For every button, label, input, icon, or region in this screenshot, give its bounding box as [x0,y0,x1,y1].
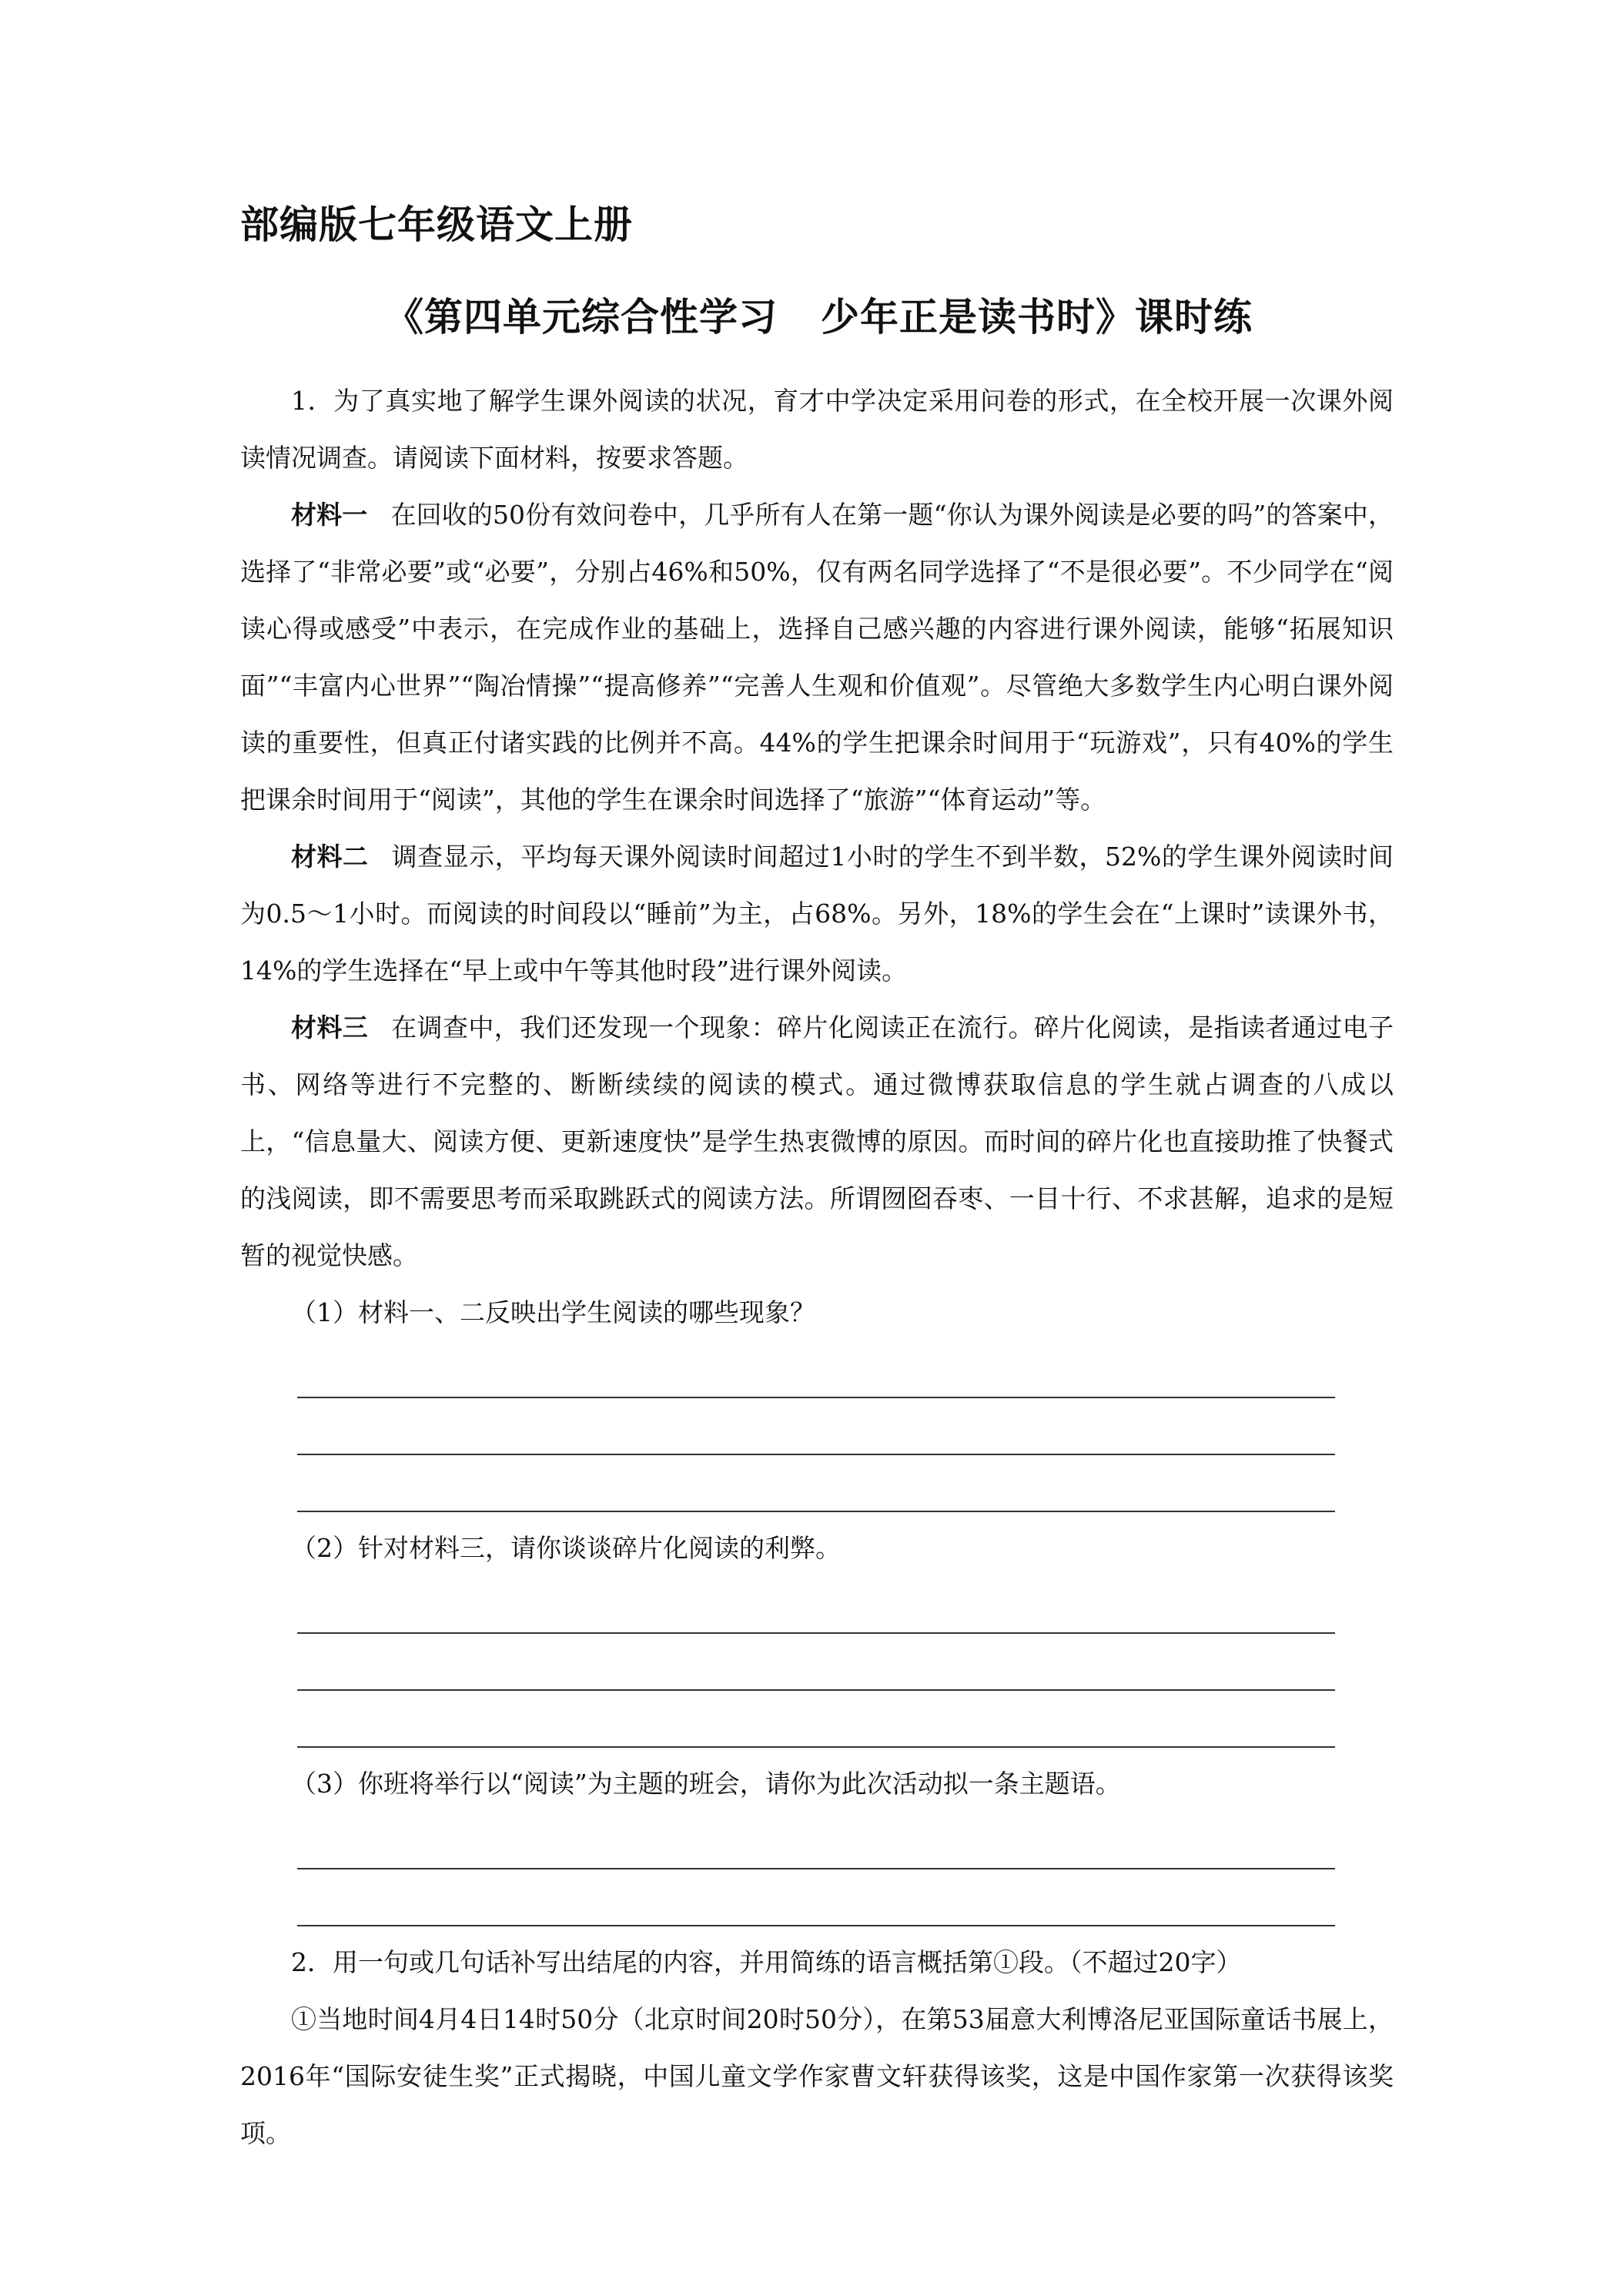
answer-line[interactable] [297,1634,1335,1691]
answer-area-1[interactable] [297,1341,1335,1512]
material-2-label: 材料二 [291,842,369,872]
worksheet-content [240,373,1394,2162]
material-2-text: 调查显示，平均每天课外阅读时间超过1小时的学生不到半数，52%的学生课外阅读时间为0.5～1小时。而阅读的时间段以“睡前”为主，占68%。另外，18%的学生会在“上课时”读课外书，14%的学生选择在“早上或中午等其他时段”进行课外阅读。 [240,842,1394,986]
answer-line[interactable] [297,1398,1335,1455]
material-1-text: 在回收的50份有效问卷中，几乎所有人在第一题“你认为课外阅读是必要的吗”的答案中，选择了“非常必要”或“必要”，分别占46%和50%，仅有两名同学选择了“不是很必要”。不少同学在“阅读心得或感受”中表示，在完成作业的基础上，选择自己感兴趣的内容进行课外阅读，能够“拓展知识面”“丰富内心世界”“陶冶情操”“提高修养”“完善人生观和价值观”。尽管绝大多数学生内心明白课外阅读的重要性，但真正付诸实践的比例并不高。44%的学生把课余时间用于“玩游戏”，只有40%的学生把课余时间用于“阅读”，其他的学生在课余时间选择了“旅游”“体育运动”等。 [240,500,1394,815]
worksheet-subtitle [385,286,1253,342]
sub-question-2-block [240,1520,1394,1748]
material-3 [240,999,1394,1284]
answer-line[interactable] [297,1812,1335,1869]
sub-question-3: （3）你班将举行以“阅读”为主题的班会，请你为此次活动拟一条主题语。 [291,1769,1121,1799]
material-2 [240,828,1394,999]
question-2-intro: 2．用一句或几句话补写出结尾的内容，并用简练的语言概括第①段。（不超过20字） [291,1947,1242,1977]
answer-line[interactable] [297,1577,1335,1634]
answer-area-2[interactable] [297,1577,1335,1748]
sub-question-3-block [240,1755,1394,1926]
material-1 [240,487,1394,828]
answer-line[interactable] [297,1691,1335,1748]
subtitle-part-2: 少年正是读书时》课时练 [821,294,1253,340]
answer-line[interactable] [297,1455,1335,1512]
sub-question-1-block [240,1284,1394,1512]
answer-line[interactable] [297,1341,1335,1398]
answer-area-3[interactable] [297,1812,1335,1926]
question-2-paragraph-1: ①当地时间4月4日14时50分（北京时间20时50分），在第53届意大利博洛尼亚国际童话书展上，2016年“国际安徒生奖”正式揭晓，中国儿童文学作家曹文轩获得该奖，这是中国作家第一次获得该奖项。 [240,2004,1394,2148]
material-1-label: 材料一 [291,500,368,530]
sub-question-2: （2）针对材料三，请你谈谈碎片化阅读的利弊。 [291,1533,841,1563]
material-3-text: 在调查中，我们还发现一个现象：碎片化阅读正在流行。碎片化阅读，是指读者通过电子书、网络等进行不完整的、断断续续的阅读的模式。通过微博获取信息的学生就占调查的八成以上，“信息量大、阅读方便、更新速度快”是学生热衷微博的原因。而时间的碎片化也直接助推了快餐式的浅阅读，即不需要思考而采取跳跃式的阅读方法。所谓囫囵吞枣、一目十行、不求甚解，追求的是短暂的视觉快感。 [240,1012,1394,1270]
subtitle-part-1: 《第四单元综合性学习 [385,294,778,340]
question-1-intro: 1．为了真实地了解学生课外阅读的状况，育才中学决定采用问卷的形式，在全校开展一次课外阅读情况调查。请阅读下面材料，按要求答题。 [240,386,1394,473]
sub-question-1: （1）材料一、二反映出学生阅读的哪些现象？ [291,1297,815,1327]
material-3-label: 材料三 [291,1012,369,1043]
answer-line[interactable] [297,1869,1335,1926]
worksheet-title: 部编版七年级语文上册 [240,202,633,247]
